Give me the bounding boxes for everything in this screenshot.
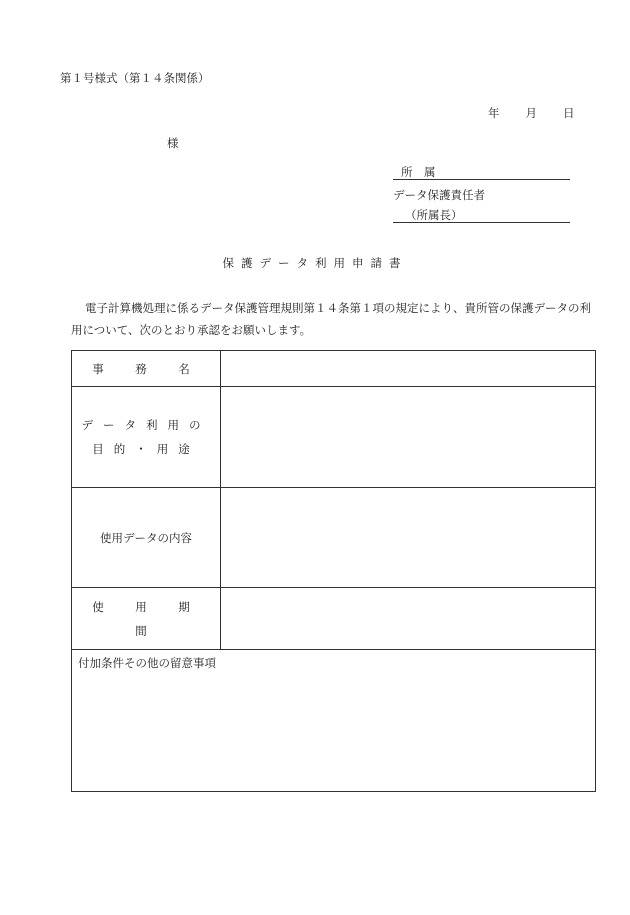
business-name-cell	[221, 351, 596, 387]
department-head-field	[393, 208, 570, 223]
addressee-suffix: 様	[167, 136, 179, 150]
date-year: 年	[488, 106, 500, 120]
data-content-label: 使用データの内容	[72, 488, 221, 588]
department-field	[393, 166, 570, 180]
table-row	[72, 488, 596, 588]
form-number: 第１号様式（第１４条関係）	[60, 71, 210, 85]
purpose-label	[72, 387, 221, 488]
document-title: 保護データ利用申請書	[222, 256, 408, 270]
data-content-cell	[221, 488, 596, 588]
conditions-notes-label: 付加条件その他の留意事項	[78, 656, 216, 670]
usage-period-label: 使 用 期 間	[72, 588, 221, 650]
department-label: 所 属	[401, 165, 436, 179]
date-month: 月	[525, 106, 537, 120]
application-table	[71, 350, 596, 792]
department-head-label: （所属長）	[405, 208, 463, 222]
usage-period-cell	[221, 588, 596, 650]
table-row	[72, 588, 596, 650]
business-name-label: 事 務 名	[72, 351, 221, 387]
date-line	[488, 105, 575, 121]
table-row	[72, 387, 596, 488]
purpose-label-line2: 目的・用途	[92, 442, 200, 456]
date-day: 日	[563, 106, 575, 120]
table-row	[72, 650, 596, 792]
conditions-notes-cell	[72, 650, 596, 792]
body-text: 電子計算機処理に係るデータ保護管理規則第１４条第１項の規定により、貴所管の保護データの利用について、次のとおり承認をお願いします。	[71, 301, 591, 337]
purpose-label-line1: データ利用の	[81, 418, 211, 432]
table-row	[72, 351, 596, 387]
purpose-cell	[221, 387, 596, 488]
data-protection-officer-label: データ保護責任者	[393, 188, 485, 202]
